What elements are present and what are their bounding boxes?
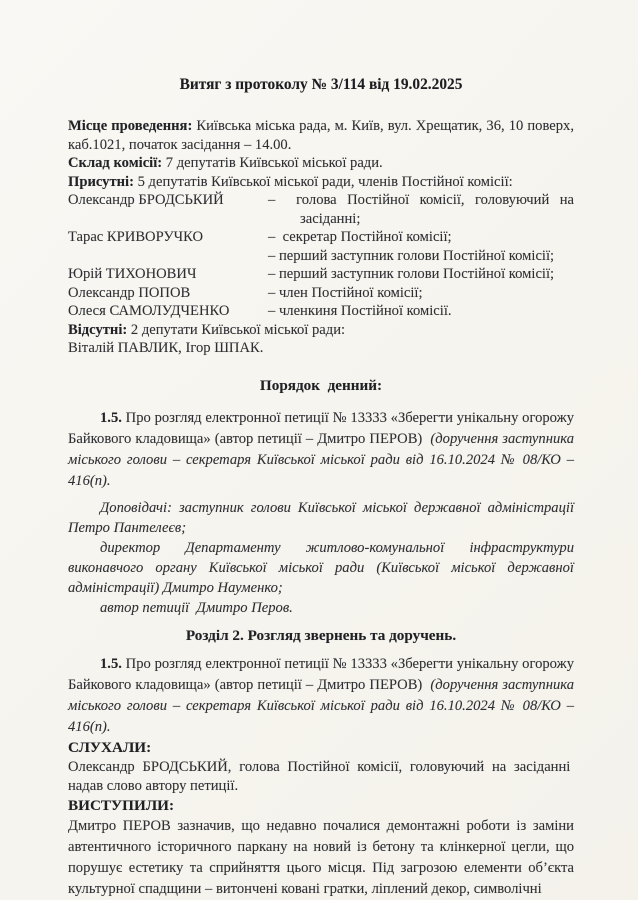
heard-label: СЛУХАЛИ: (68, 738, 152, 756)
attendee-role: – членкиня Постійної комісії. (268, 303, 452, 319)
agenda-heading: Порядок денний: (259, 376, 383, 394)
petition-item-note: (доручення заступника міського голови – секретаря Київської міської ради від 16.10.2024 № 08/КО –416(п). (68, 430, 574, 489)
speakers-block (68, 498, 574, 618)
present-text: 5 депутатів Київської міської ради, членів Постійної комісії: (133, 173, 513, 190)
attendee-row (68, 284, 574, 303)
absent-paragraph (68, 321, 574, 340)
petition-item-number: 1.5. (100, 409, 122, 426)
meeting-place-text: Київська міська рада, м. Київ, вул. Хрещатик, 36, 10 поверх, каб.1021, початок засідання – 14.00. (68, 118, 574, 153)
speaker-paragraph: автор петиції Дмитро Перов. (100, 599, 293, 616)
section2-heading: Розділ 2. Розгляд звернень та доручень. (185, 626, 457, 644)
petition-item-section2 (68, 654, 574, 738)
petition-item-agenda (68, 408, 574, 492)
attendee-name: Тарас КРИВОРУЧКО (68, 229, 204, 245)
attendee-role: – член Постійної комісії; (268, 284, 423, 301)
attendee-row (68, 302, 574, 321)
attendee-role: – перший заступник голови Постійної комісії; (268, 247, 555, 264)
meeting-place-paragraph (68, 117, 574, 154)
attendee-row (68, 265, 574, 284)
commission-composition-label: Склад комісії: (68, 155, 163, 171)
spoke-label: ВИСТУПИЛИ: (68, 796, 175, 814)
absent-label: Відсутні: (68, 321, 128, 338)
attendee-name: Олександр БРОДСЬКИЙ (68, 192, 224, 208)
attendee-row (68, 228, 574, 247)
petition-item-body: Про розгляд електронної петиції № 13333 «Зберегти унікальну огорожу Байкового кладовища» (автор петиції – Дмитро ПЕРОВ) (68, 409, 574, 447)
attendee-role: – перший заступник голови Постійної комісії; (268, 266, 555, 282)
petition-item-number: 1.5. (100, 655, 122, 672)
attendee-name: Юрій ТИХОНОВИЧ (68, 266, 197, 282)
attendee-row (68, 247, 574, 266)
present-paragraph (68, 173, 574, 192)
speaker-paragraph: Доповідачі: заступник голови Київської міської державної адміністрації Петро Пантелеєв; (68, 499, 574, 536)
petition-item-note: (доручення заступника міського голови – секретаря Київської міської ради від 16.10.2024 № 08/КО –416(п). (68, 676, 574, 735)
meeting-place-label: Місце проведення: (68, 118, 193, 134)
attendee-name: Олеся САМОЛУДЧЕНКО (68, 303, 230, 319)
absent-text: 2 депутати Київської міської ради: (127, 321, 346, 338)
commission-composition-paragraph (68, 154, 574, 173)
attendee-name (68, 247, 268, 266)
spoke-text: Дмитро ПЕРОВ зазначив, що недавно почалися демонтажні роботи із заміни автентичного історичного паркану на новий із бетону та клінкерної цегли, що порушує естетику та сприйняття цього місця. Під загрозою елементи об’єкта культурної спадщини – витончені ковані гратки, ліплений декор, символічні (68, 817, 574, 897)
commission-composition-text: 7 депутатів Київської міської ради. (162, 155, 383, 171)
attendee-role: – голова Постійної комісії, головуючий на засіданні; (268, 192, 574, 227)
present-label: Присутні: (68, 173, 134, 190)
attendee-row (68, 191, 574, 228)
absent-names: Віталій ПАВЛИК, Ігор ШПАК. (68, 340, 264, 356)
attendee-name: Олександр ПОПОВ (68, 284, 191, 301)
speaker-paragraph: директор Департаменту житлово-комунальної інфраструктури виконавчого органу Київської міської ради (Київської міської державної адміністрації) Дмитро Науменко; (68, 539, 574, 596)
heard-text: Олександр БРОДСЬКИЙ, голова Постійної комісії, головуючий на засіданні надав слово автору петиції. (68, 758, 574, 794)
petition-item-body: Про розгляд електронної петиції № 13333 «Зберегти унікальну огорожу Байкового кладовища» (автор петиції – Дмитро ПЕРОВ) (68, 655, 574, 693)
page-title: Витяг з протоколу № 3/114 від 19.02.2025 (179, 76, 463, 93)
attendees-list (68, 191, 574, 321)
attendee-role: – секретар Постійної комісії; (268, 229, 452, 245)
